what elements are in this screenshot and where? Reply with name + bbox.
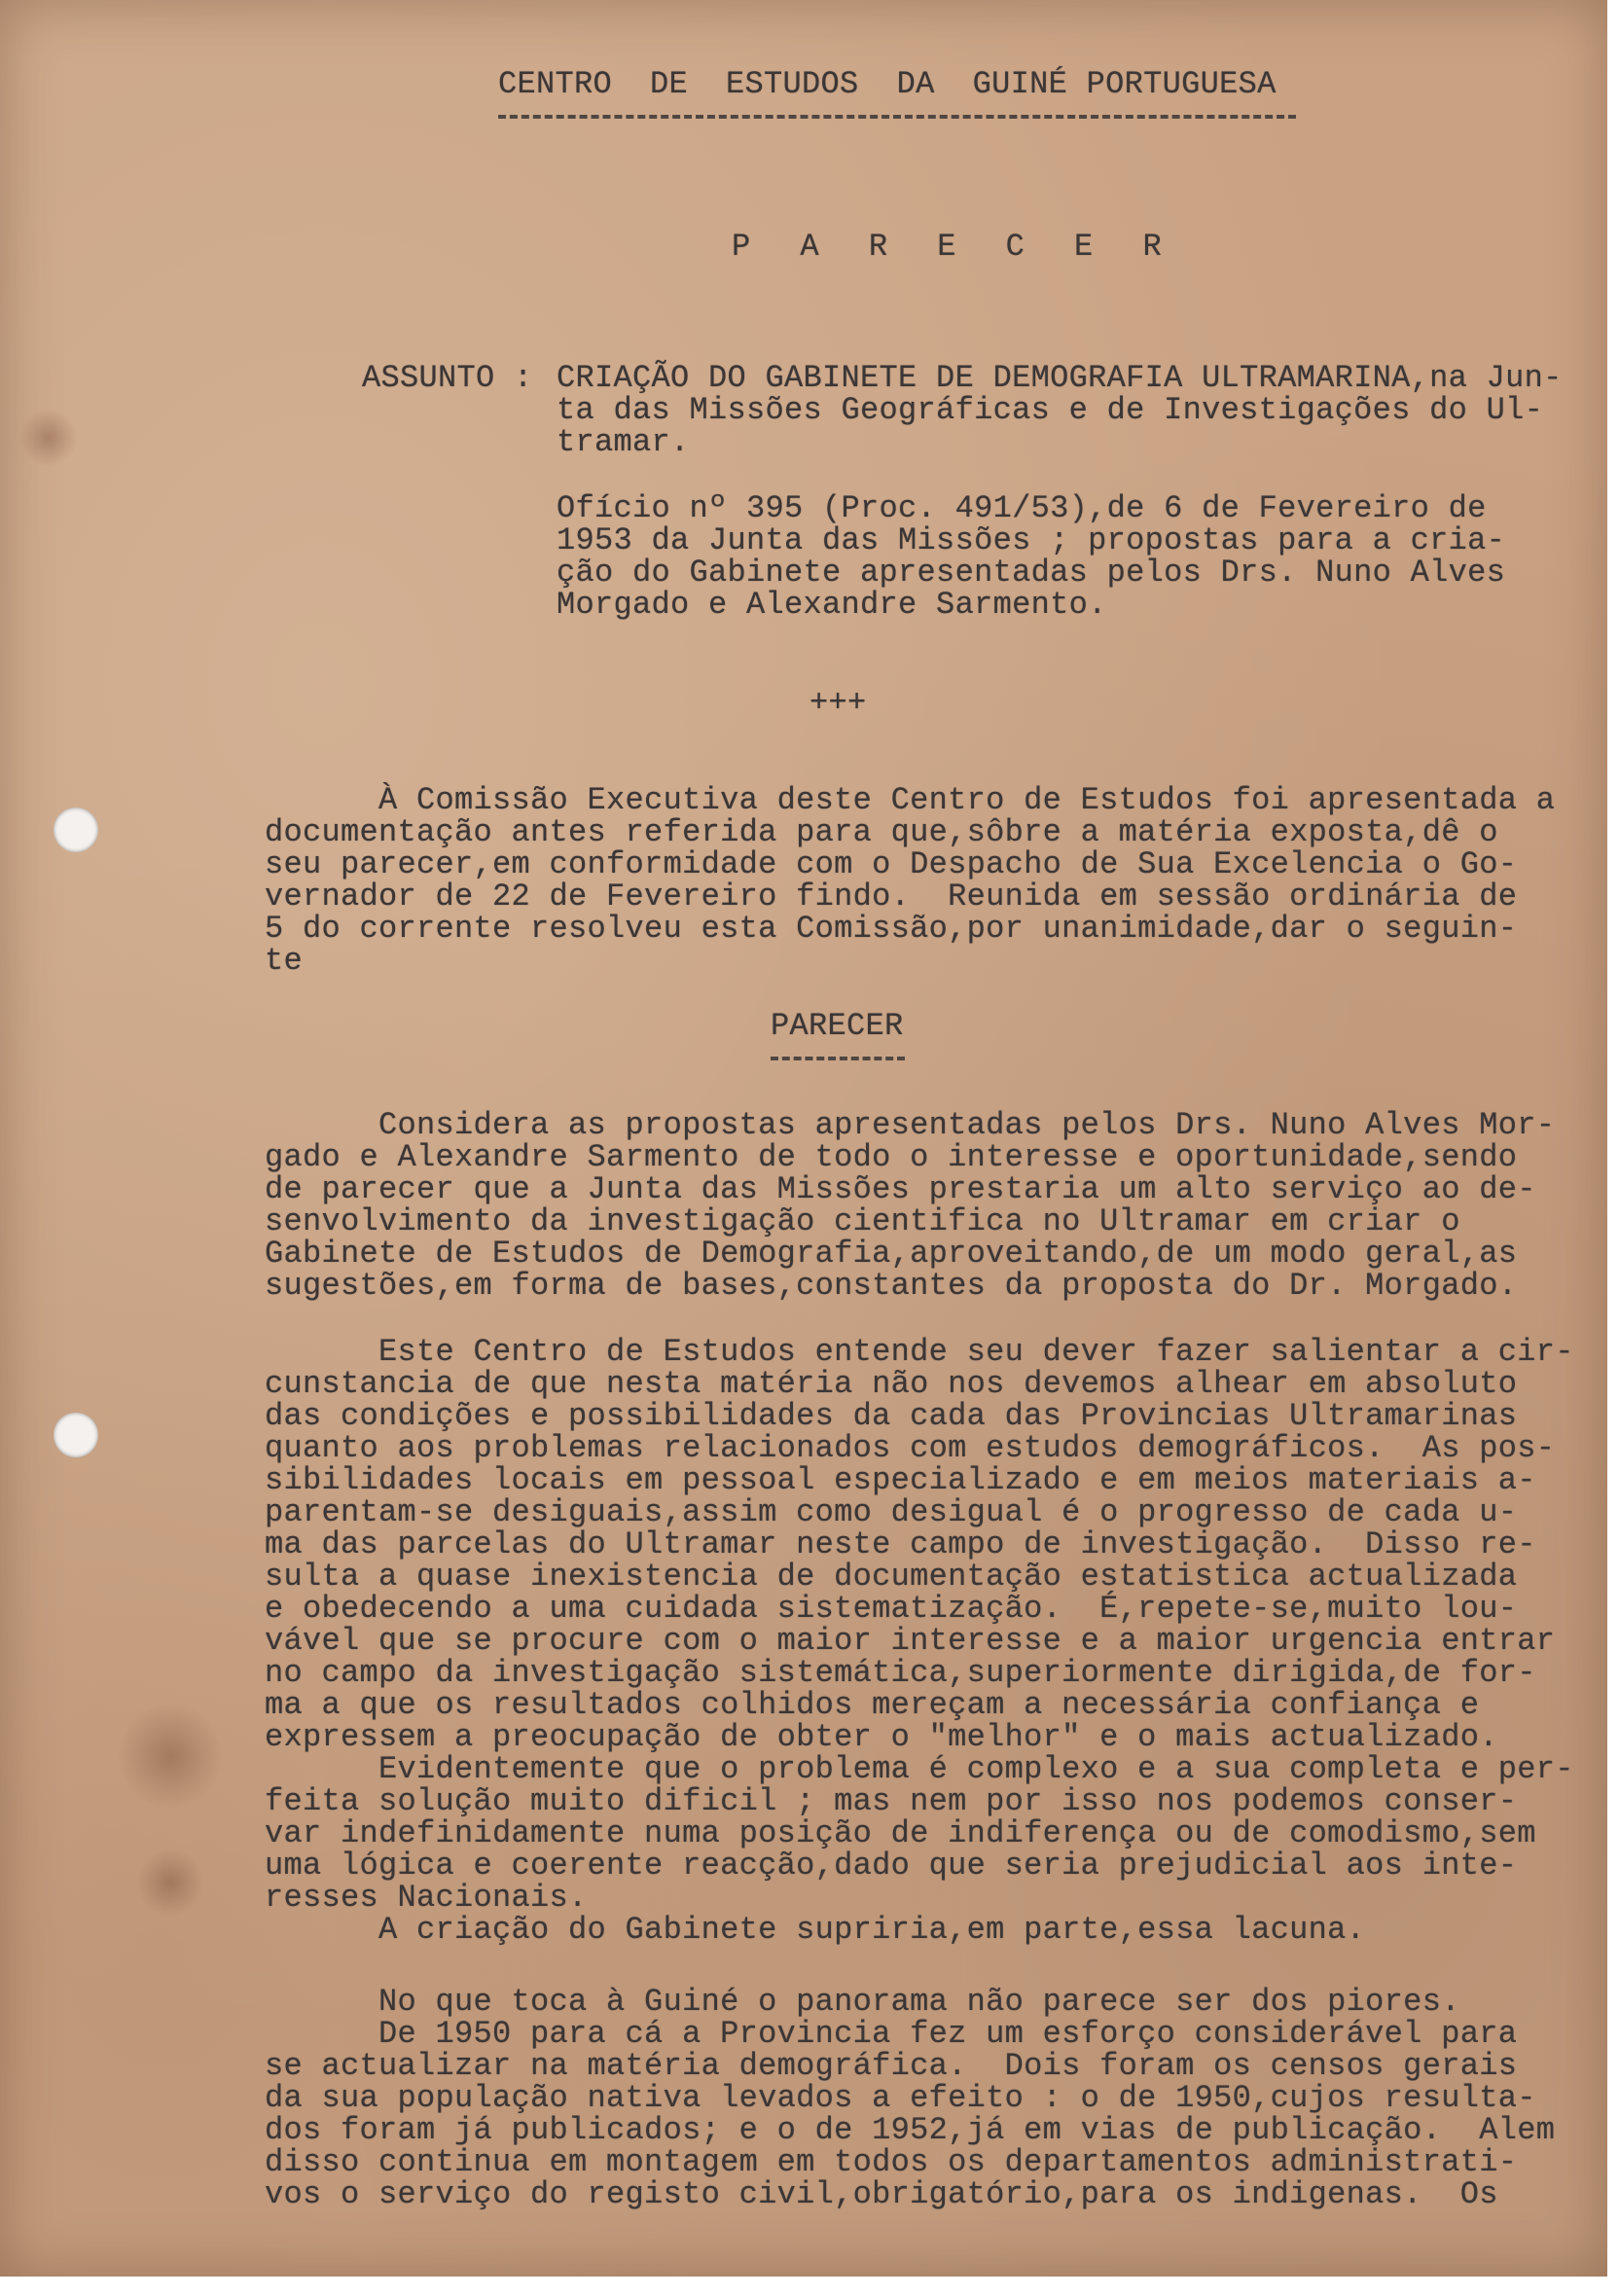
intro-line: documentação antes referida para que,sôbre a matéria exposta,dê o bbox=[265, 814, 1498, 850]
paragraph-line: no campo da investigação sistemática,superiormente dirigida,de for- bbox=[265, 1655, 1536, 1691]
paragraph-line: feita solução muito dificil ; mas nem por isso nos podemos conser- bbox=[265, 1783, 1518, 1819]
intro-line: À Comissão Executiva deste Centro de Estudos foi apresentada a bbox=[265, 782, 1556, 818]
reference-line: Ofício nº 395 (Proc. 491/53),de 6 de Fevereiro de bbox=[557, 490, 1487, 526]
paragraph-line: e obedecendo a uma cuidada sistematização. É,repete-se,muito lou- bbox=[265, 1591, 1518, 1627]
paragraph-line: Gabinete de Estudos de Demografia,aproveitando,de um modo geral,as bbox=[265, 1236, 1518, 1272]
paragraph-line: dos foram já publicados; e o de 1952,já em vias de publicação. Alem bbox=[265, 2112, 1556, 2148]
paragraph-line: se actualizar na matéria demográfica. Dois foram os censos gerais bbox=[265, 2048, 1518, 2084]
subject-line: ta das Missões Geográficas e de Investigações do Ul- bbox=[557, 392, 1544, 428]
intro-line: te bbox=[265, 943, 304, 979]
section-heading: PARECER bbox=[771, 1008, 904, 1044]
stain bbox=[117, 1703, 224, 1810]
paragraph-line: disso continua em montagem em todos os departamentos administrati- bbox=[265, 2144, 1518, 2180]
separator: +++ bbox=[810, 685, 867, 721]
punch-hole-top bbox=[54, 807, 98, 852]
paragraph-line: expressem a preocupação de obter o "melhor" e o mais actualizado. bbox=[265, 1719, 1498, 1755]
paragraph-line: das condições e possibilidades da cada das Provincias Ultramarinas bbox=[265, 1398, 1518, 1434]
intro-line: vernador de 22 de Fevereiro findo. Reunida em sessão ordinária de bbox=[265, 879, 1518, 915]
stain bbox=[136, 1848, 204, 1917]
intro-line: 5 do corrente resolveu esta Comissão,por unanimidade,dar o seguin- bbox=[265, 911, 1518, 947]
paragraph-line: Este Centro de Estudos entende seu dever fazer salientar a cir- bbox=[265, 1334, 1574, 1370]
paragraph-line: sulta a quase inexistencia de documentação estatistica actualizada bbox=[265, 1559, 1518, 1595]
document-title: P A R E C E R bbox=[732, 229, 1177, 265]
paragraph-line: De 1950 para cá a Provincia fez um esforço considerável para bbox=[265, 2016, 1518, 2052]
paragraph-line: senvolvimento da investigação cientifica no Ultramar em criar o bbox=[265, 1203, 1460, 1239]
reference-line: ção do Gabinete apresentadas pelos Drs. Nuno Alves bbox=[557, 555, 1506, 591]
paragraph-line: Evidentemente que o problema é complexo e a sua completa e per- bbox=[265, 1751, 1574, 1787]
paragraph-line: sugestões,em forma de bases,constantes da proposta do Dr. Morgado. bbox=[265, 1268, 1518, 1304]
paragraph-line: vos o serviço do registo civil,obrigatório,para os indigenas. Os bbox=[265, 2176, 1498, 2212]
intro-line: seu parecer,em conformidade com o Despacho de Sua Excelencia o Go- bbox=[265, 846, 1518, 882]
subject-line: tramar. bbox=[557, 424, 690, 460]
paragraph-line: da sua população nativa levados a efeito : o de 1950,cujos resulta- bbox=[265, 2080, 1536, 2116]
paragraph-line: vável que se procure com o maior interesse e a maior urgencia entrar bbox=[265, 1623, 1556, 1659]
reference-line: 1953 da Junta das Missões ; propostas para a cria- bbox=[557, 522, 1506, 558]
paragraph-line: de parecer que a Junta das Missões prestaria um alto serviço ao de- bbox=[265, 1171, 1536, 1207]
section-heading-underline bbox=[771, 1057, 905, 1060]
paragraph-line: Considera as propostas apresentadas pelos Drs. Nuno Alves Mor- bbox=[265, 1107, 1556, 1143]
paragraph-line: A criação do Gabinete supriria,em parte,essa lacuna. bbox=[265, 1912, 1366, 1948]
paragraph-line: var indefinidamente numa posição de indiferença ou de comodismo,sem bbox=[265, 1815, 1536, 1851]
institution-title: CENTRO DE ESTUDOS DA GUINÉ PORTUGUESA bbox=[498, 66, 1277, 102]
subject-label: ASSUNTO : bbox=[362, 360, 533, 396]
reference-line: Morgado e Alexandre Sarmento. bbox=[557, 587, 1107, 623]
paragraph-line: No que toca à Guiné o panorama não parece ser dos piores. bbox=[265, 1984, 1460, 2020]
subject-line: CRIAÇÃO DO GABINETE DE DEMOGRAFIA ULTRAMARINA,na Jun- bbox=[557, 360, 1563, 396]
paragraph-line: sibilidades locais em pessoal especializado e em meios materiais a- bbox=[265, 1462, 1536, 1498]
paragraph-line: parentam-se desiguais,assim como desigual é o progresso de cada u- bbox=[265, 1494, 1518, 1530]
paragraph-line: ma a que os resultados colhidos mereçam a necessária confiança e bbox=[265, 1687, 1480, 1723]
paragraph-line: uma lógica e coerente reacção,dado que seria prejudicial aos inte- bbox=[265, 1848, 1518, 1883]
punch-hole-bottom bbox=[54, 1413, 98, 1457]
institution-underline bbox=[498, 115, 1296, 119]
paragraph-line: resses Nacionais. bbox=[265, 1880, 588, 1916]
stain bbox=[19, 409, 78, 467]
paragraph-line: ma das parcelas do Ultramar neste campo de investigação. Disso re- bbox=[265, 1526, 1536, 1562]
paragraph-line: cunstancia de que nesta matéria não nos devemos alhear em absoluto bbox=[265, 1366, 1518, 1402]
paragraph-line: quanto aos problemas relacionados com estudos demográficos. As pos- bbox=[265, 1430, 1556, 1466]
paragraph-line: gado e Alexandre Sarmento de todo o interesse e oportunidade,sendo bbox=[265, 1139, 1518, 1175]
